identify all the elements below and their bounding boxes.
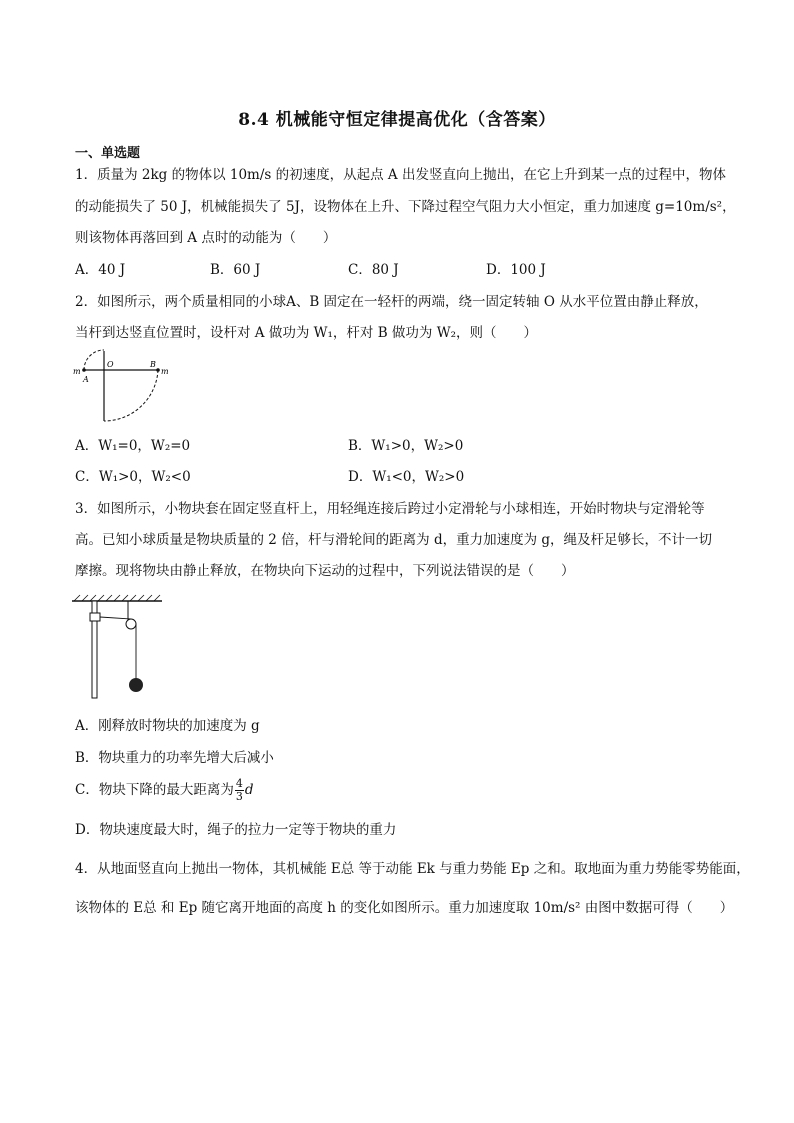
q2-figure-label: m [73,367,81,376]
q3-option-c[interactable] [75,778,254,803]
q2-rod-figure [70,345,180,425]
q2-figure-label: A [83,375,89,384]
q2-option-a[interactable]: A．W₁=0，W₂=0 [75,438,191,454]
q2-option-b[interactable]: B．W₁>0，W₂>0 [348,438,464,454]
fraction-denominator: 3 [235,790,243,803]
q2-option-c[interactable]: C．W₁>0，W₂<0 [75,469,191,485]
q3-option-c-var: d [244,782,254,798]
q1-option-d[interactable]: D．100 J [486,262,546,278]
q4-line-2: 该物体的 E总 和 Ep 随它离开地面的高度 h 的变化如图所示。重力加速度取 10m/s² 由图中数据可得（ ） [75,900,734,916]
q1-line-3: 则该物体再落回到 A 点时的动能为（ ） [75,230,337,246]
q1-option-b[interactable]: B．60 J [210,262,261,278]
document-title: 8.4 机械能守恒定律提高优化（含答案） [238,110,556,130]
q1-option-c[interactable]: C．80 J [348,262,399,278]
q1-line-1: 1．质量为 2kg 的物体以 10m/s 的初速度，从起点 A 出发竖直向上抛出，在它上升到某一点的过程中，物体 [75,167,726,183]
fraction-numerator: 4 [235,777,243,790]
q2-figure-label: O [107,360,114,369]
q3-option-a[interactable]: A．刚释放时物块的加速度为 g [75,718,260,734]
q3-line-3: 摩擦。现将物块由静止释放，在物块向下运动的过程中，下列说法错误的是（ ） [75,563,575,579]
q3-line-1: 3．如图所示，小物块套在固定竖直杆上，用轻绳连接后跨过小定滑轮与小球相连，开始时物块与定滑轮等 [75,501,705,517]
q4-line-1: 4．从地面竖直向上抛出一物体，其机械能 E总 等于动能 Ek 与重力势能 Ep 之和。取地面为重力势能零势能面， [75,861,750,877]
section-heading: 一、单选题 [75,146,141,161]
q2-figure-label: B [150,360,156,369]
q3-line-2: 高。已知小球质量是物块质量的 2 倍，杆与滑轮间的距离为 d，重力加速度为 g，绳及杆足够长，不计一切 [75,532,713,548]
q2-line-2: 当杆到达竖直位置时，设杆对 A 做功为 W₁，杆对 B 做功为 W₂，则（ ） [75,325,537,341]
q2-figure-label: m [161,367,169,376]
fraction [235,778,244,803]
q2-option-d[interactable]: D．W₁<0，W₂>0 [348,469,465,485]
q3-option-d[interactable]: D．物块速度最大时，绳子的拉力一定等于物块的重力 [75,822,397,838]
q3-pulley-figure [70,593,170,703]
q3-option-c-text: C．物块下降的最大距离为 [75,782,234,798]
q1-line-2: 的动能损失了 50 J，机械能损失了 5J，设物体在上升、下降过程空气阻力大小恒定，重力加速度 g=10m/s²， [75,199,736,215]
q3-option-b[interactable]: B．物块重力的功率先增大后减小 [75,750,274,766]
q2-line-1: 2．如图所示，两个质量相同的小球A、B 固定在一轻杆的两端，绕一固定转轴 O 从水平位置由静止释放， [75,294,708,310]
q1-option-a[interactable]: A．40 J [75,262,126,278]
